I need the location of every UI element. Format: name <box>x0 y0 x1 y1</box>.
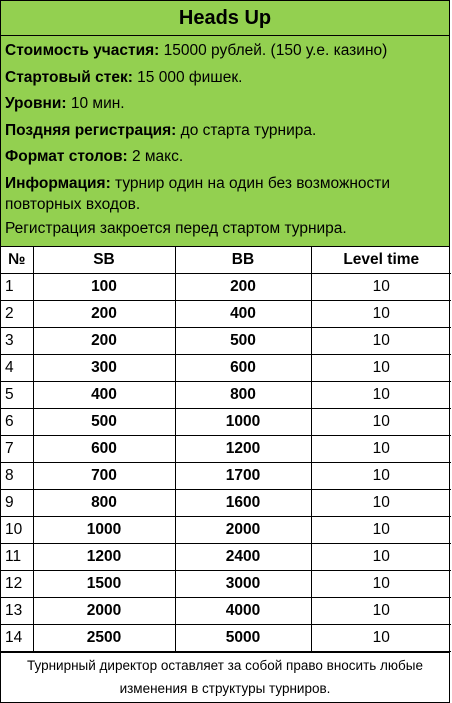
big-blind-cell: 2400 <box>175 544 311 571</box>
table-row <box>1 490 451 517</box>
blind-structure-table <box>1 247 451 652</box>
table-row <box>1 598 451 625</box>
header-level-time: Level time <box>311 247 451 274</box>
small-blind-cell: 100 <box>33 274 175 301</box>
info-levels-label: Уровни: <box>5 95 67 112</box>
level-number-cell: 6 <box>1 409 33 436</box>
big-blind-cell: 600 <box>175 355 311 382</box>
level-number-cell: 7 <box>1 436 33 463</box>
big-blind-cell: 1700 <box>175 463 311 490</box>
small-blind-cell: 600 <box>33 436 175 463</box>
small-blind-cell: 500 <box>33 409 175 436</box>
big-blind-cell: 3000 <box>175 571 311 598</box>
level-number-cell: 5 <box>1 382 33 409</box>
level-time-cell: 10 <box>311 301 451 328</box>
table-row <box>1 301 451 328</box>
level-number-cell: 3 <box>1 328 33 355</box>
table-header-row <box>1 247 451 274</box>
big-blind-cell: 1000 <box>175 409 311 436</box>
info-late <box>5 118 445 145</box>
info-about <box>5 171 445 216</box>
small-blind-cell: 200 <box>33 301 175 328</box>
big-blind-cell: 200 <box>175 274 311 301</box>
info-about-extra: Регистрация закроется перед стартом турнира. <box>5 219 347 237</box>
info-format <box>5 144 445 171</box>
big-blind-cell: 500 <box>175 328 311 355</box>
info-format-value: 2 макс. <box>127 148 184 165</box>
page-title: Heads Up <box>1 1 449 36</box>
info-levels-value: 10 мин. <box>66 95 125 112</box>
info-late-label: Поздняя регистрация: <box>5 121 177 139</box>
info-stack-value: 15 000 фишек. <box>132 68 243 86</box>
info-late-value: до старта турнира. <box>176 121 317 139</box>
level-number-cell: 9 <box>1 490 33 517</box>
small-blind-cell: 1200 <box>33 544 175 571</box>
table-row <box>1 355 451 382</box>
table-row <box>1 571 451 598</box>
level-time-cell: 10 <box>311 328 451 355</box>
small-blind-cell: 1000 <box>33 517 175 544</box>
table-row <box>1 517 451 544</box>
table-row <box>1 274 451 301</box>
info-cost-value: 15000 рублей. (150 у.е. казино) <box>159 42 388 59</box>
small-blind-cell: 700 <box>33 463 175 490</box>
level-time-cell: 10 <box>311 409 451 436</box>
level-number-cell: 12 <box>1 571 33 598</box>
level-time-cell: 10 <box>311 625 451 652</box>
big-blind-cell: 800 <box>175 382 311 409</box>
header-bb: BB <box>175 247 311 274</box>
info-about-value: турнир один на один без возможности повторных входов. <box>5 174 391 213</box>
level-number-cell: 11 <box>1 544 33 571</box>
small-blind-cell: 2500 <box>33 625 175 652</box>
big-blind-cell: 5000 <box>175 625 311 652</box>
level-time-cell: 10 <box>311 382 451 409</box>
small-blind-cell: 1500 <box>33 571 175 598</box>
level-number-cell: 13 <box>1 598 33 625</box>
header-number: № <box>1 247 33 274</box>
info-cost-label: Стоимость участия: <box>5 42 160 59</box>
info-format-label: Формат столов: <box>5 148 128 165</box>
table-row <box>1 544 451 571</box>
level-time-cell: 10 <box>311 463 451 490</box>
director-disclaimer: Турнирный директор оставляет за собой право вносить любые изменения в структуры турниров. <box>1 652 449 702</box>
info-levels <box>5 91 445 118</box>
info-stack-label: Стартовый стек: <box>5 68 133 86</box>
level-time-cell: 10 <box>311 274 451 301</box>
table-row <box>1 382 451 409</box>
tournament-info <box>1 36 449 247</box>
small-blind-cell: 400 <box>33 382 175 409</box>
table-row <box>1 625 451 652</box>
table-row <box>1 463 451 490</box>
table-row <box>1 409 451 436</box>
small-blind-cell: 800 <box>33 490 175 517</box>
level-number-cell: 2 <box>1 301 33 328</box>
small-blind-cell: 300 <box>33 355 175 382</box>
table-row <box>1 436 451 463</box>
level-time-cell: 10 <box>311 517 451 544</box>
table-row <box>1 328 451 355</box>
level-number-cell: 10 <box>1 517 33 544</box>
level-time-cell: 10 <box>311 355 451 382</box>
level-time-cell: 10 <box>311 544 451 571</box>
big-blind-cell: 400 <box>175 301 311 328</box>
info-stack <box>5 65 445 92</box>
big-blind-cell: 4000 <box>175 598 311 625</box>
big-blind-cell: 1600 <box>175 490 311 517</box>
small-blind-cell: 200 <box>33 328 175 355</box>
small-blind-cell: 2000 <box>33 598 175 625</box>
level-time-cell: 10 <box>311 436 451 463</box>
level-number-cell: 8 <box>1 463 33 490</box>
header-sb: SB <box>33 247 175 274</box>
level-number-cell: 1 <box>1 274 33 301</box>
info-about-label: Информация: <box>5 174 111 192</box>
level-time-cell: 10 <box>311 598 451 625</box>
info-cost <box>5 38 445 65</box>
level-time-cell: 10 <box>311 571 451 598</box>
level-number-cell: 14 <box>1 625 33 652</box>
big-blind-cell: 1200 <box>175 436 311 463</box>
big-blind-cell: 2000 <box>175 517 311 544</box>
level-time-cell: 10 <box>311 490 451 517</box>
level-number-cell: 4 <box>1 355 33 382</box>
